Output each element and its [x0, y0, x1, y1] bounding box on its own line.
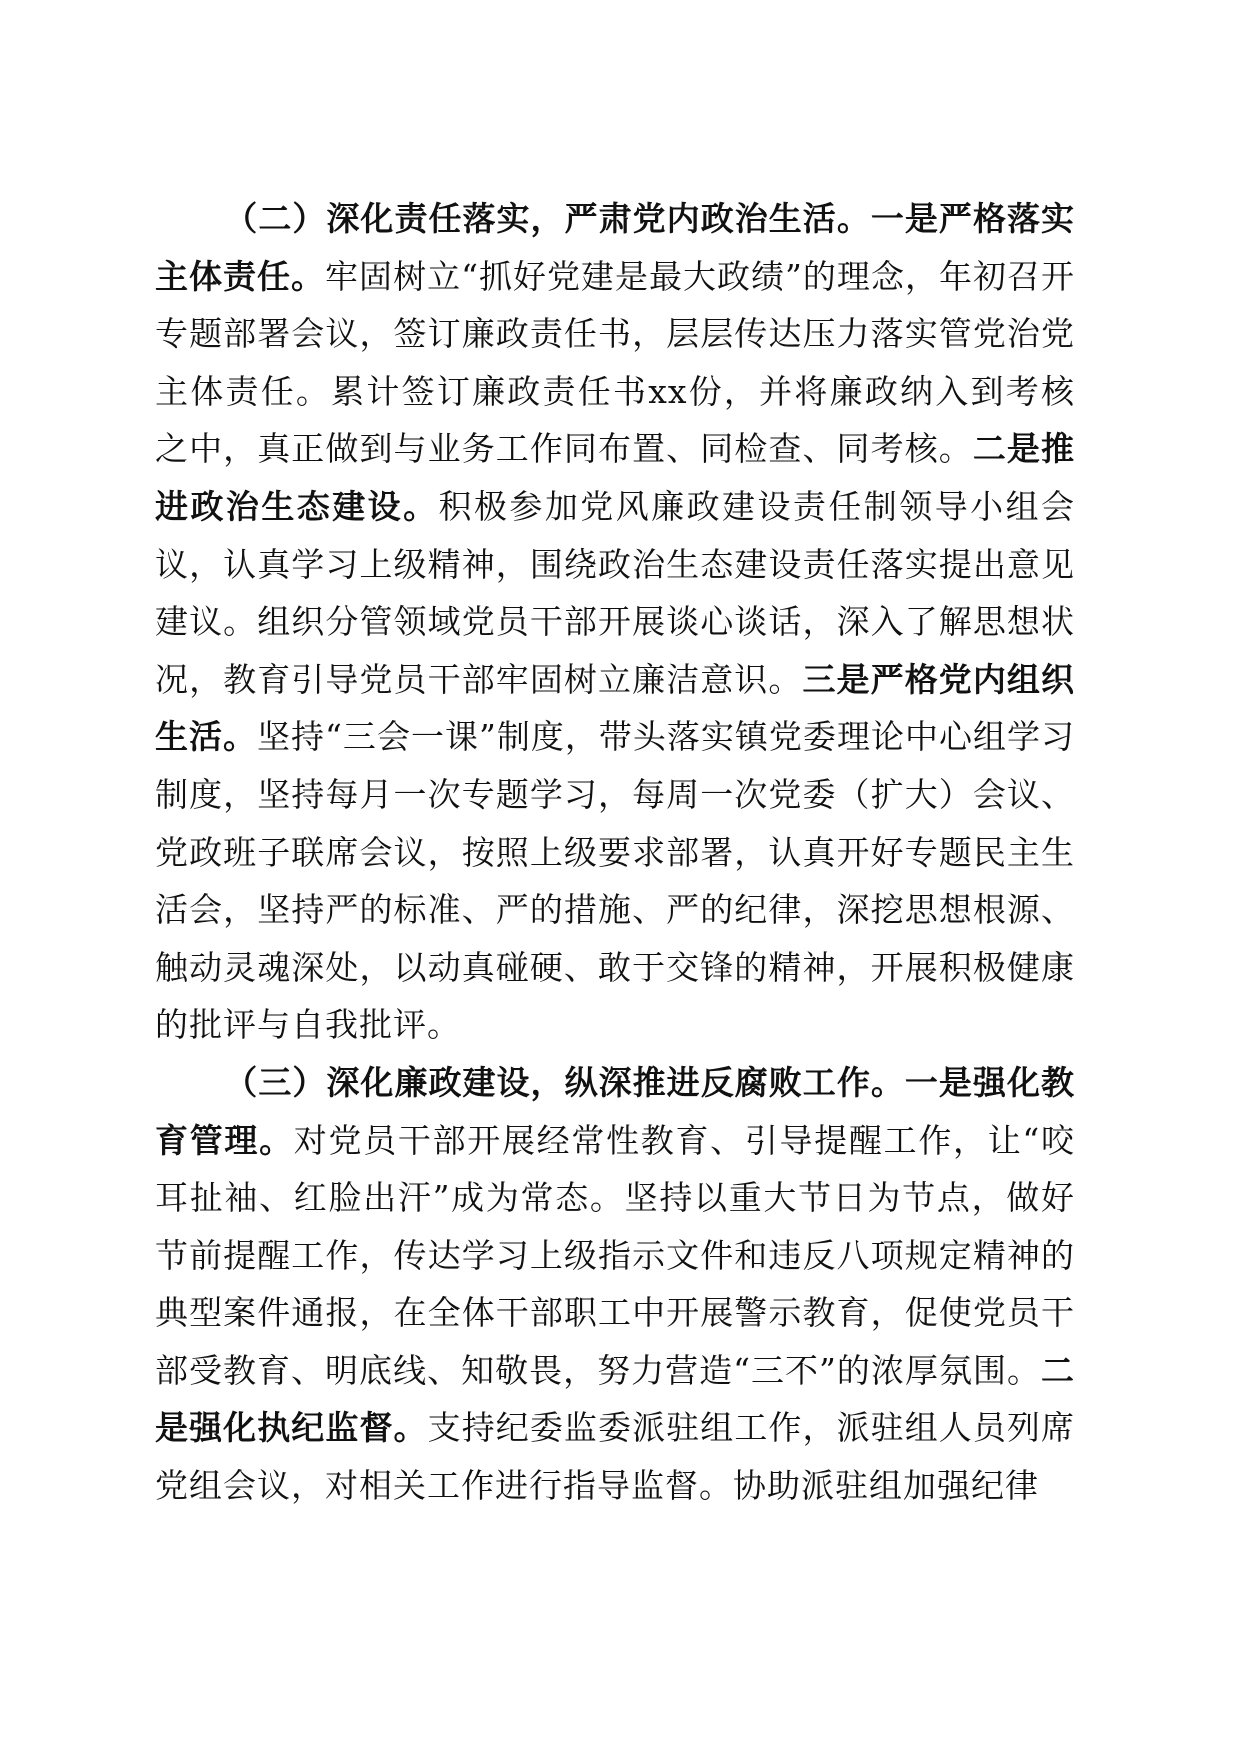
section-3-subheading-2: 二是强化执纪监督。	[155, 1350, 1075, 1448]
section-3-text-1: 对党员干部开展经常性教育、引导提醒工作，让“咬耳扯袖、红脸出汗”成为常态。坚持以重大节日为节点，做好节前提醒工作，传达学习上级指示文件和违反八项规定精神的典型案件通报，在全体干部职工中开展警示教育，促使党员干部受教育、明底线、知敬畏，努力营造“三不”的浓厚氛围。	[155, 1120, 1076, 1390]
section-2-subheading-2: 二是推进政治生态建设。	[155, 429, 1076, 526]
section-2-text-1: 牢固树立“抓好党建是最大政绩”的理念，年初召开专题部署会议，签订廉政责任书，层层传达压力落实管党治党主体责任。累计签订廉政责任书xx份，并将廉政纳入到考核之中，真正做到与业务工作同布置、同检查、同考核。	[155, 256, 1075, 469]
section-3-heading: （三）深化廉政建设，纵深推进反腐败工作。一是强化教育管理。	[155, 1062, 1075, 1160]
section-2-heading: （二）深化责任落实，严肃党内政治生活。一是严格落实主体责任。	[155, 199, 1075, 296]
section-3-text-2: 支持纪委监委派驻组工作，派驻组人员列席党组会议，对相关工作进行指导监督。协助派驻组加强纪律	[155, 1408, 1076, 1506]
section-2-text-2: 积极参加党风廉政建设责任制领导小组会议，认真学习上级精神，围绕政治生态建设责任落实提出意见建议。组织分管领域党员干部开展谈心谈话，深入了解思想状况，教育引导党员干部牢固树立廉洁意识。	[155, 486, 1076, 699]
paragraph-section-3	[155, 1054, 1075, 1515]
section-2-text-3: 坚持“三会一课”制度，带头落实镇党委理论中心组学习制度，坚持每月一次专题学习，每周一次党委（扩大）会议、党政班子联席会议，按照上级要求部署，认真开好专题民主生活会，坚持严的标准、严的措施、严的纪律，深挖思想根源、触动灵魂深处，以动真碰硬、敢于交锋的精神，开展积极健康的批评与自我批评。	[155, 717, 1075, 1045]
document-body	[155, 190, 1075, 1515]
section-2-subheading-3: 三是严格党内组织生活。	[155, 659, 1076, 757]
paragraph-section-2	[155, 190, 1075, 1054]
